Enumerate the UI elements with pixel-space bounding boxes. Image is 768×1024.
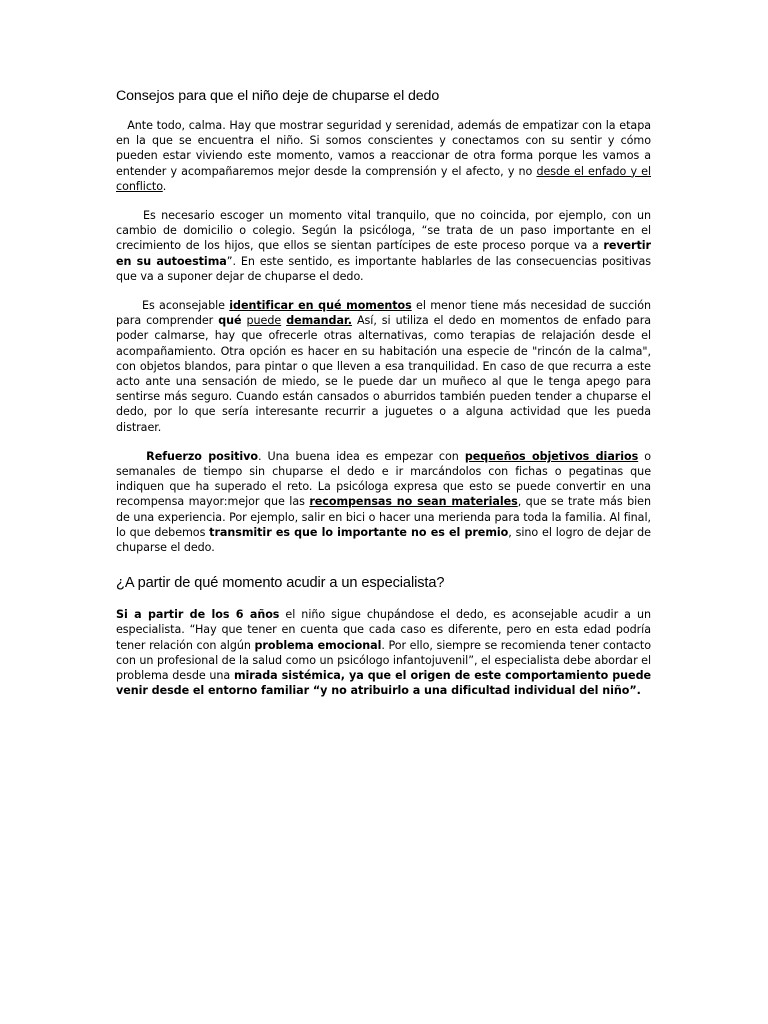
bold-underlined-phrase-recompensas: recompensas no sean materiales (309, 495, 518, 509)
paragraph-moment-end: ”. En este sentido, es importante hablarles de las consecuencias positivas que va a suponer dejar de chuparse el dedo. (116, 254, 651, 283)
paragraph-calm (116, 118, 651, 194)
paragraph-identify-end: Así, si utiliza el dedo en momentos de enfado para poder calmarse, hay que ofrecerle otras alternativas, como terapias de relajación desde el acompañamiento. Otra opción es hacer en su habitación una especie de "rincón de la calma", con objetos blandos, para pintar o que lleven a esa tranquilidad. En caso de que recurra a este acto ante una sensación de miedo, se le puede dar un muñeco al que le tenga apego para sentirse más seguro. Cuando están cansados o aburridos también pueden tender a chuparse el dedo, por lo que sería interesante recurrir a juguetes o a alguna actividad que les pueda distraer. (116, 314, 652, 434)
paragraph-calm-end: . (162, 179, 167, 193)
paragraph-reinforcement (116, 449, 651, 555)
paragraph-reinforcement-text-2: o semanales de tiempo sin chuparse el dedo e ir marcándolos con fichas o pegatinas que indiquen que ha superado el reto. La psicóloga expresa que esto se puede convertir en una recompensa mayor:mejor que las (116, 449, 651, 509)
paragraph-specialist-text-2: . Por ello, siempre se recomienda tener contacto con un profesional de la salud como un psicólogo infantojuvenil”, el especialista debe abordar el problema desde una (116, 638, 651, 683)
underlined-phrase-conflict: desde el enfado y el conflicto (116, 164, 651, 193)
bold-phrase-refuerzo: Refuerzo positivo (146, 449, 258, 463)
bold-phrase-problema-emocional: problema emocional (254, 638, 382, 652)
paragraph-moment (116, 208, 651, 284)
bold-phrase-mirada-sistemica: mirada sistémica, ya que el origen de este comportamiento puede venir desde el entorno familiar “y no atribuirlo a una dificultad individual del niño”. (116, 669, 651, 698)
paragraph-reinforcement-text-1: . Una buena idea es empezar con (257, 449, 465, 463)
paragraph-identify (116, 298, 651, 435)
paragraph-specialist-text-1: el niño sigue chupándose el dedo, es aconsejable acudir a un especialista. “Hay que tener en cuenta que cada caso es diferente, pero en esta edad podría tener relación con algún (116, 608, 651, 652)
bold-underlined-word-demandar: demandar. (286, 314, 352, 328)
paragraph-reinforcement-end: , sino el logro de dejar de chuparse el dedo. (116, 525, 651, 555)
paragraph-identify-start: Es aconsejable (141, 299, 230, 313)
bold-phrase-transmitir: transmitir es que lo importante no es el premio (209, 525, 509, 539)
paragraph-reinforcement-text-3: , que se trate más bien de una experiencia. Por ejemplo, salir en bici o hacer una merienda para toda la familia. Al final, lo que debemos (116, 495, 651, 539)
bold-word-que: qué (218, 314, 242, 328)
underlined-word-puede: puede (246, 314, 282, 328)
document-page (116, 86, 651, 713)
bold-underlined-phrase-objetivos: pequeños objetivos diarios (464, 449, 639, 463)
paragraph-calm-text: Ante todo, calma. Hay que mostrar seguridad y serenidad, además de empatizar con la etapa en la que se encuentra el niño. Si somos conscientes y conectamos con su sentir y cómo pueden estar viviendo este momento, vamos a reaccionar de otra forma porque les vamos a entender y acompañaremos mejor desde la comprensión y el afecto, y no (116, 119, 651, 178)
bold-underlined-phrase-moments: identificar en qué momentos (229, 299, 412, 313)
paragraph-moment-text: Es necesario escoger un momento vital tranquilo, que no coincida, por ejemplo, con un cambio de domicilio o colegio. Según la psicóloga, “se trata de un paso importante en el crecimiento de los hijos, que ellos se sientan partícipes de este proceso porque va a (116, 209, 651, 253)
bold-phrase-6-anos: Si a partir de los 6 años (116, 608, 280, 622)
paragraph-specialist (116, 607, 651, 698)
paragraph-identify-mid: el menor tiene más necesidad de succión para comprender (116, 299, 651, 328)
document-title: Consejos para que el niño deje de chuparse el dedo (116, 88, 440, 104)
bold-phrase-autoestima: revertir en su autoestima (116, 239, 651, 268)
section-subtitle: ¿A partir de qué momento acudir a un especialista? (116, 575, 445, 592)
